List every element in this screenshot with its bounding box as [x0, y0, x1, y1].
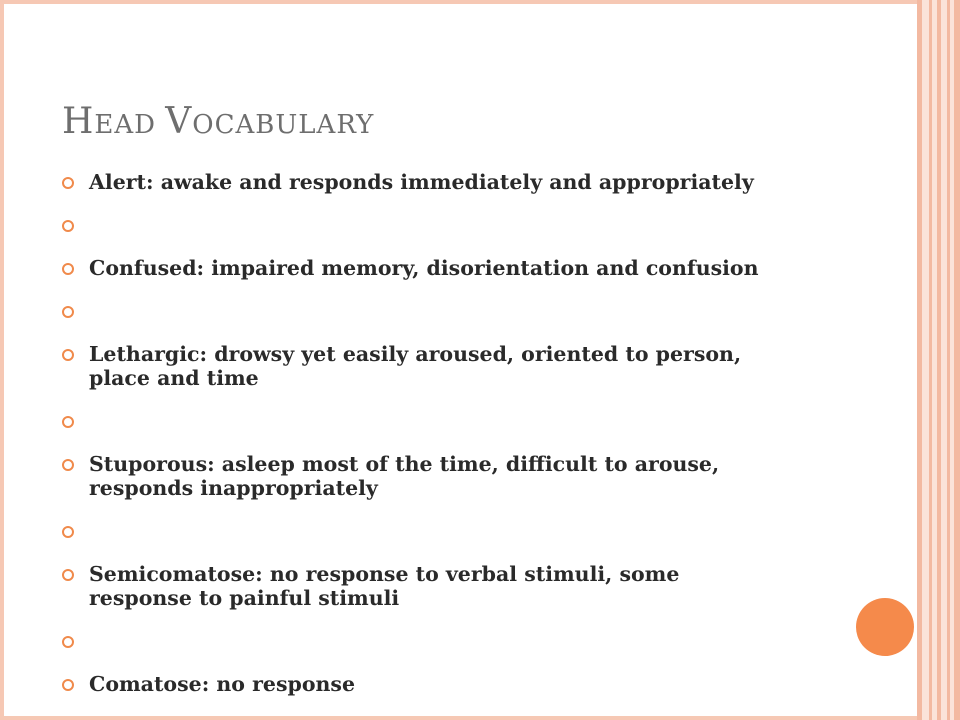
- circle-bullet-icon: [62, 349, 74, 361]
- title-rest-2: OCABULARY: [192, 110, 375, 140]
- circle-bullet-icon: [62, 679, 74, 691]
- stripe: [937, 0, 941, 720]
- bullet-item: [62, 342, 782, 390]
- circle-bullet-icon: [62, 416, 74, 428]
- bullet-item: [62, 170, 782, 194]
- bullet-text: Comatose: no response: [89, 672, 355, 696]
- stripe: [947, 0, 950, 720]
- orange-circle-icon: [856, 598, 914, 656]
- frame-bottom-border: [0, 716, 920, 720]
- slide-title: [62, 101, 374, 142]
- bullet-item-empty: [62, 299, 782, 323]
- bullet-item: [62, 452, 782, 500]
- circle-bullet-icon: [62, 636, 74, 648]
- bullet-item-empty: [62, 629, 782, 653]
- circle-bullet-icon: [62, 263, 74, 275]
- bullet-list: [62, 170, 782, 715]
- title-initial-2: V: [165, 101, 193, 142]
- circle-bullet-icon: [62, 459, 74, 471]
- stripe: [929, 0, 932, 720]
- bullet-text: Alert: awake and responds immediately and appropriately: [89, 170, 754, 194]
- circle-bullet-icon: [62, 177, 74, 189]
- bullet-item: [62, 256, 782, 280]
- bullet-item: [62, 562, 782, 610]
- frame-left-border: [0, 0, 4, 720]
- circle-bullet-icon: [62, 526, 74, 538]
- circle-bullet-icon: [62, 569, 74, 581]
- circle-bullet-icon: [62, 306, 74, 318]
- title-rest-1: EAD: [94, 110, 166, 140]
- frame-top-border: [0, 0, 920, 4]
- bullet-text: Confused: impaired memory, disorientation and confusion: [89, 256, 759, 280]
- bullet-item-empty: [62, 519, 782, 543]
- bullet-item: [62, 672, 782, 696]
- stripe: [917, 0, 922, 720]
- bullet-text: Semicomatose: no response to verbal stimuli, some response to painful stimuli: [89, 562, 680, 610]
- title-initial-1: H: [62, 101, 95, 142]
- circle-bullet-icon: [62, 220, 74, 232]
- bullet-item-empty: [62, 409, 782, 433]
- bullet-text: Lethargic: drowsy yet easily aroused, oriented to person, place and time: [89, 342, 742, 390]
- bullet-text: Stuporous: asleep most of the time, difficult to arouse, responds inappropriately: [89, 452, 720, 500]
- stripe: [954, 0, 960, 720]
- bullet-item-empty: [62, 213, 782, 237]
